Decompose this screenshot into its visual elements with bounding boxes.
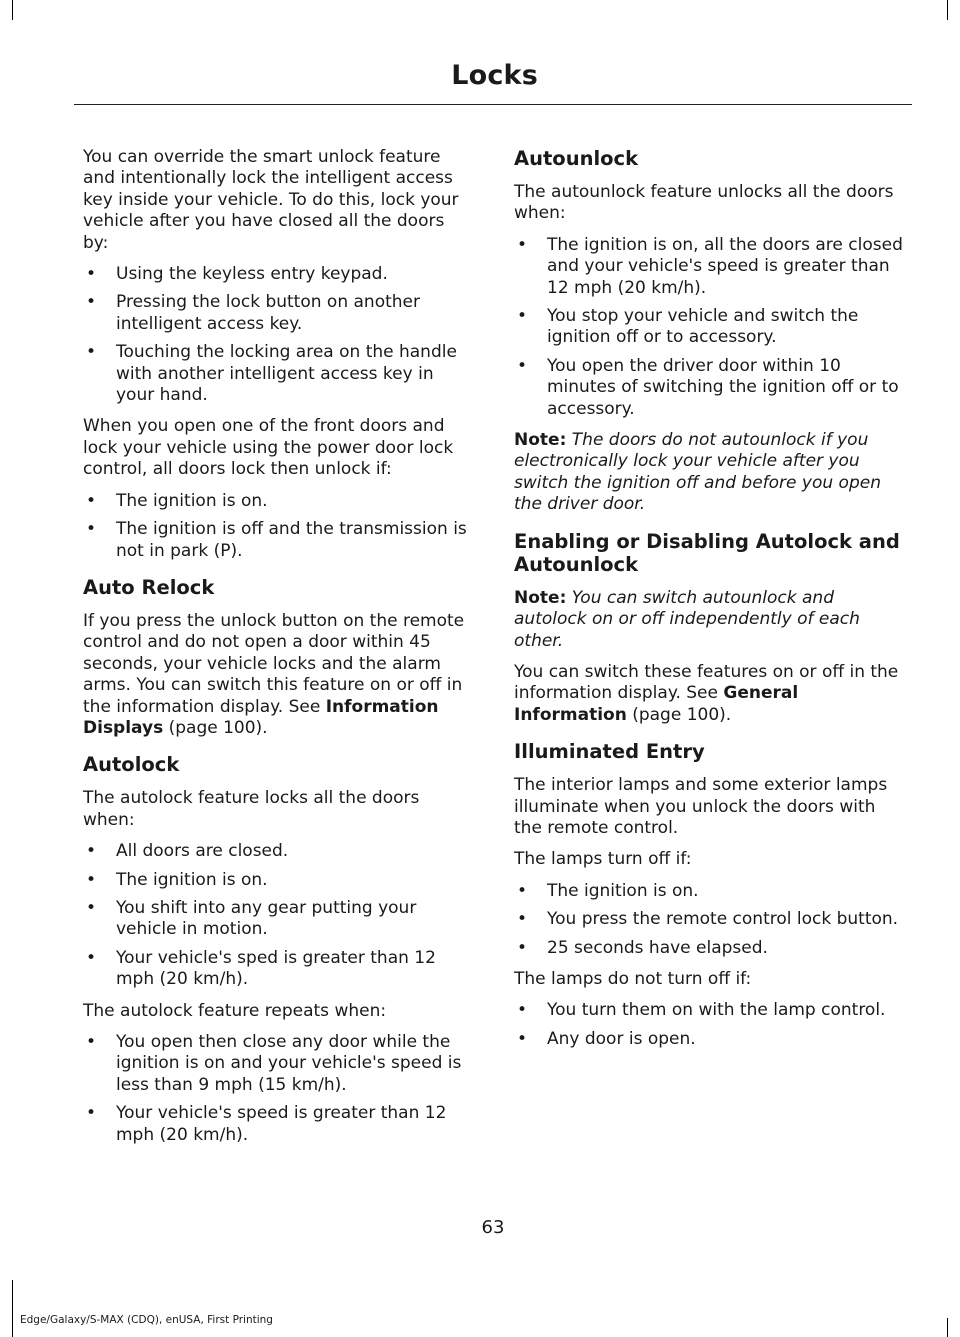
bullet-icon: • [86,1103,97,1124]
bullet-icon: • [86,947,97,968]
bullet-icon: • [86,519,97,540]
heading-autolock: Autolock [83,753,180,777]
bullet-icon: • [86,490,97,511]
header-rule [74,104,912,105]
lamps-not-off-text: The lamps do not turn off if: [514,968,752,989]
lamps-not-off-list [514,1000,908,1050]
list-item: • The ignition is on. [86,869,268,890]
illuminated-intro: The interior lamps and some exterior lamps illuminate when you unlock the doors with the remote control. [514,775,888,838]
override-list [83,264,475,406]
override-intro: You can override the smart unlock feature and intentionally lock the intelligent access key inside your vehicle. To do this, lock your vehicle after you have closed all the doors by: [83,147,459,253]
list-item: • The ignition is on. [517,880,699,901]
front-doors-list [83,491,475,562]
autounlock-intro: The autounlock feature unlocks all the doors when: [514,182,894,224]
bullet-icon: • [517,909,528,930]
bullet-icon: • [86,841,97,862]
bullet-icon: • [86,1032,97,1052]
bullet-icon: • [86,869,97,890]
lamps-off-list [514,881,908,959]
left-column [83,147,475,1156]
crop-mark-bottom-right [947,1318,948,1337]
link-general-information[interactable]: General Information [514,683,799,725]
list-item: • Any door is open. [517,1028,696,1049]
bullet-icon: • [517,306,528,327]
list-item: • The ignition is off and the transmission is not in park (P). [86,519,467,561]
lamps-off-text: The lamps turn off if: [514,849,692,870]
list-item: • You turn them on with the lamp control. [517,1000,886,1021]
bullet-icon: • [517,234,528,255]
front-doors-text: When you open one of the front doors and lock your vehicle using the power door lock control, all doors lock then unlock if: [83,416,454,480]
bullet-icon: • [517,880,528,901]
heading-auto-relock: Auto Relock [83,575,215,599]
list-item: • The ignition is on. [86,490,268,511]
list-item: • Your vehicle's speed is greater than 12 mph (20 km/h). [86,1103,447,1145]
autounlock-list [514,235,908,420]
autounlock-note: Note: The doors do not autounlock if you electronically lock your vehicle after you switch the ignition off and before you open the driver door. [514,430,881,515]
bullet-icon: • [86,264,97,285]
autolock-list [83,841,475,990]
list-item: • All doors are closed. [86,841,289,862]
bullet-icon: • [86,897,97,918]
bullet-icon: • [86,342,97,363]
enabling-note: Note: You can switch autounlock and autolock on or off independently of each other. [514,587,860,651]
list-item: • You press the remote control lock button. [517,909,899,930]
list-item: • You stop your vehicle and switch the ignition off or to accessory. [517,306,859,348]
enabling-text: You can switch these features on or off in the information display. See General Information (page 100). [514,661,899,725]
right-column [514,147,908,1060]
list-item: • Pressing the lock button on another intelligent access key. [86,292,420,334]
bullet-icon: • [86,292,97,313]
crop-mark-top-right [947,0,948,20]
list-item: • You open then close any door while the ignition is on and your vehicle's speed is less than 9 mph (15 km/h). [86,1032,462,1095]
list-item: • Your vehicle's sped is greater than 12 mph (20 km/h). [86,947,436,990]
list-item: • Touching the locking area on the handle with another intelligent access key in your hand. [86,342,457,406]
page-title: Locks [451,60,538,91]
auto-relock-text: If you press the unlock button on the remote control and do not open a door within 45 seconds, your vehicle locks and the alarm arms. You can switch this feature on or off in the information display. See Information Displays (page 100). [83,610,465,738]
list-item: • You shift into any gear putting your vehicle in motion. [86,897,417,940]
heading-illuminated-entry: Illuminated Entry [514,740,705,764]
heading-enabling-disabling: Enabling or Disabling Autolock and Autounlock [514,529,900,576]
list-item: • Using the keyless entry keypad. [86,264,388,285]
bullet-icon: • [517,937,528,958]
list-item: • You open the driver door within 10 minutes of switching the ignition off or to accessory. [517,355,899,419]
bullet-icon: • [517,1000,528,1021]
link-information-displays[interactable]: Information Displays [83,696,439,738]
bullet-icon: • [517,1028,528,1049]
autolock-repeats-list [83,1032,475,1146]
heading-autounlock: Autounlock [514,147,639,170]
list-item: • The ignition is on, all the doors are closed and your vehicle's speed is greater than 12 mph (20 km/h). [517,234,903,298]
list-item: • 25 seconds have elapsed. [517,937,768,958]
bullet-icon: • [517,355,528,376]
crop-mark-top-left [12,0,13,20]
page-number: 63 [481,1217,505,1238]
autolock-intro: The autolock feature locks all the doors when: [83,788,420,830]
crop-mark-bottom-left [12,1280,13,1337]
footer-edition: Edge/Galaxy/S-MAX (CDQ), enUSA, First Printing [20,1314,273,1326]
autolock-repeats-text: The autolock feature repeats when: [83,1000,387,1021]
